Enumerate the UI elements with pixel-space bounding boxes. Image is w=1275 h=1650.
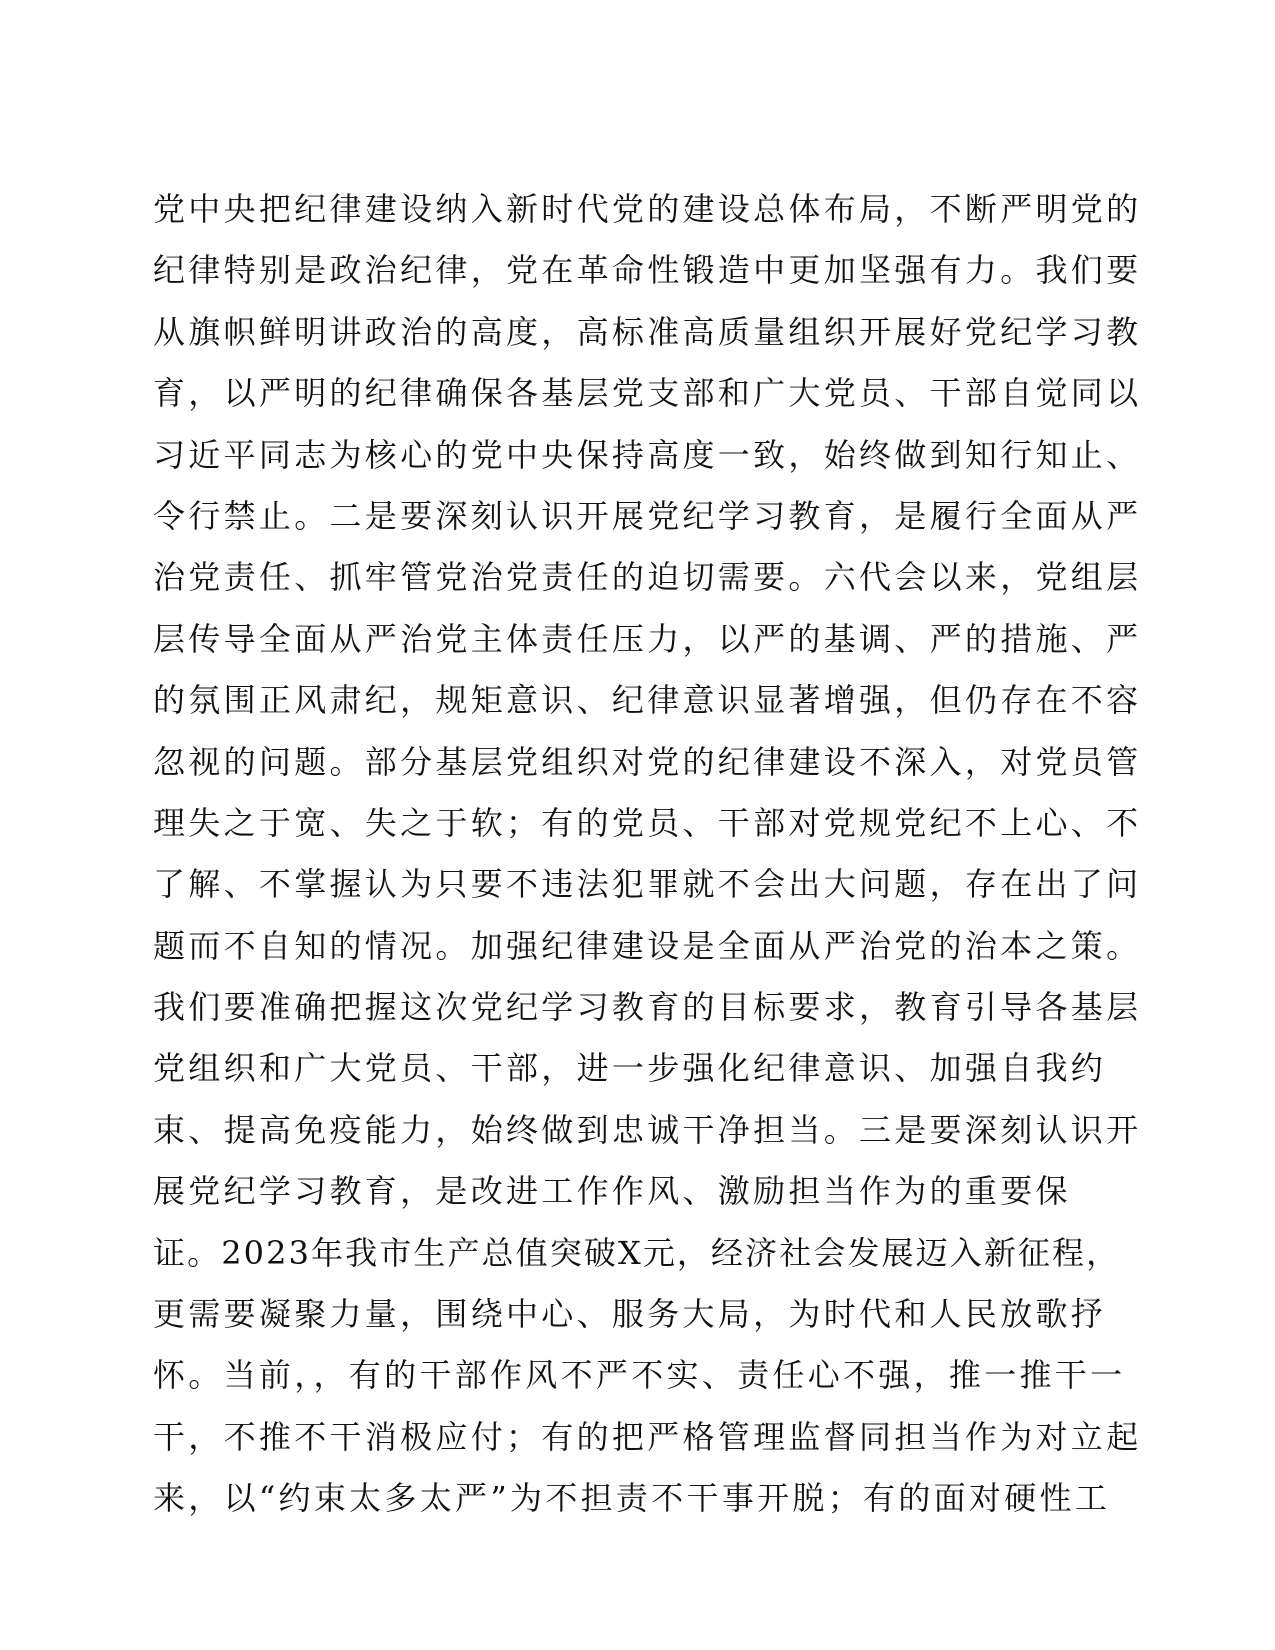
text-line: 治党责任、抓牢管党治党责任的迫切需要。六代会以来，党组层 (153, 558, 1142, 597)
text-line: 的氛围正风肃纪，规矩意识、纪律意识显著增强，但仍存在不容 (153, 681, 1142, 720)
body-paragraph (153, 179, 1142, 1530)
text-line: 育，以严明的纪律确保各基层党支部和广大党员、干部自觉同以 (153, 374, 1142, 413)
text-line: 干，不推不干消极应付；有的把严格管理监督同担当作为对立起 (153, 1417, 1142, 1456)
text-line: 党组织和广大党员、干部，进一步强化纪律意识、加强自我约 (153, 1049, 1107, 1088)
text-line: 令行禁止。二是要深刻认识开展党纪学习教育，是履行全面从严 (153, 496, 1142, 535)
text-line: 来，以“约束太多太严”为不担责不干事开脱；有的面对硬性工 (153, 1479, 1111, 1518)
text-line: 题而不自知的情况。加强纪律建设是全面从严治党的治本之策。 (153, 926, 1142, 965)
text-line: 忽视的问题。部分基层党组织对党的纪律建设不深入，对党员管 (153, 742, 1142, 781)
text-line: 更需要凝聚力量，围绕中心、服务大局，为时代和人民放歌抒 (153, 1295, 1107, 1334)
text-line: 我们要准确把握这次党纪学习教育的目标要求，教育引导各基层 (153, 988, 1142, 1027)
text-line: 证。2023年我市生产总值突破X元，经济社会发展迈入新征程， (153, 1233, 1121, 1272)
text-line: 层传导全面从严治党主体责任压力，以严的基调、严的措施、严 (153, 619, 1142, 658)
text-line: 理失之于宽、失之于软；有的党员、干部对党规党纪不上心、不 (153, 803, 1142, 842)
text-line: 纪律特别是政治纪律，党在革命性锻造中更加坚强有力。我们要 (153, 251, 1142, 290)
text-line: 展党纪学习教育，是改进工作作风、激励担当作为的重要保 (153, 1172, 1071, 1211)
text-line: 习近平同志为核心的党中央保持高度一致，始终做到知行知止、 (153, 435, 1142, 474)
text-line: 怀。当前，，有的干部作风不严不实、责任心不强，推一推干一 (153, 1356, 1126, 1395)
text-line: 从旗帜鲜明讲政治的高度，高标准高质量组织开展好党纪学习教 (153, 312, 1142, 351)
text-line: 束、提高免疫能力，始终做到忠诚干净担当。三是要深刻认识开 (153, 1110, 1142, 1149)
text-line: 党中央把纪律建设纳入新时代党的建设总体布局，不断严明党的 (153, 190, 1142, 228)
text-line: 了解、不掌握认为只要不违法犯罪就不会出大问题，存在出了问 (153, 865, 1142, 904)
